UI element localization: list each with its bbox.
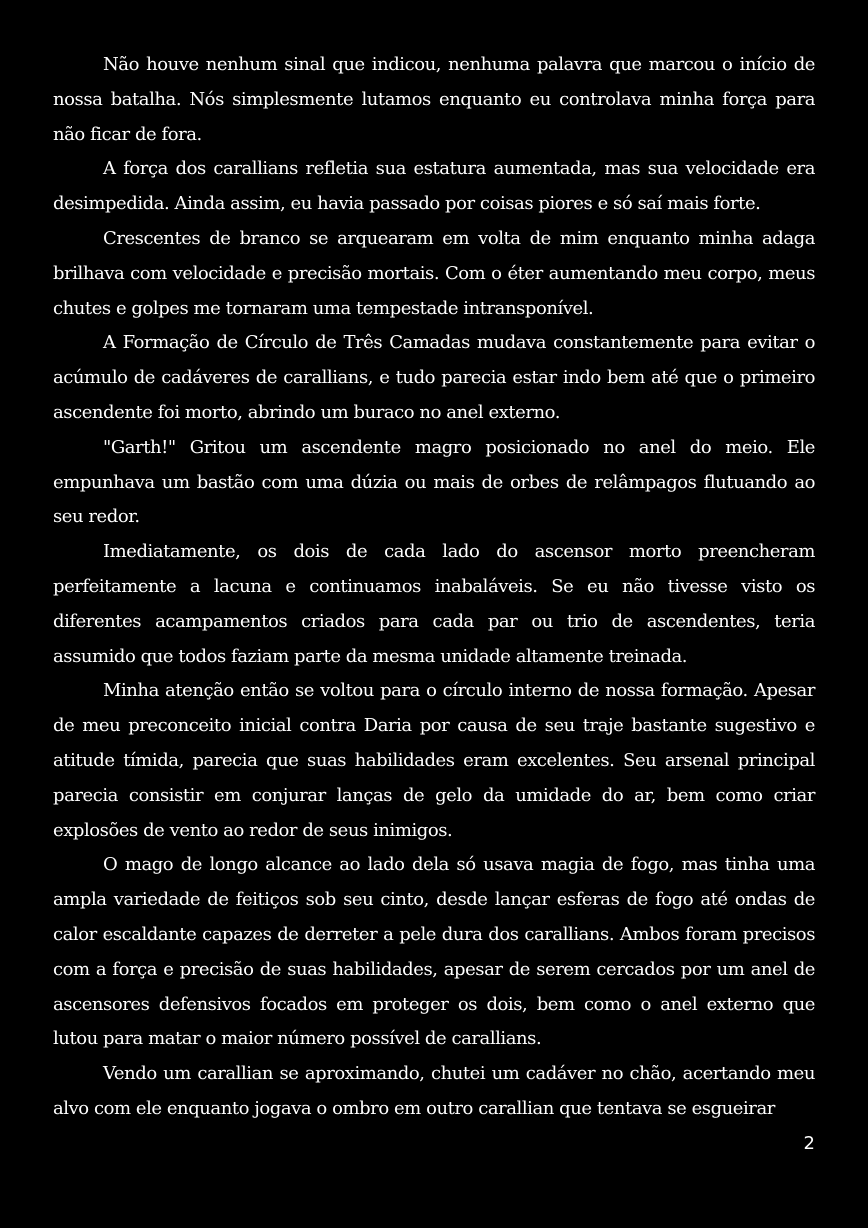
paragraph-8: O mago de longo alcance ao lado dela só usava magia de fogo, mas tinha uma ampla variedade de feitiços sob seu cinto, desde lançar esferas de fogo até ondas de calor escaldante capazes de derreter a pele dura dos carallians. Ambos foram precisos com a força e precisão de suas habilidades, apesar de serem cercados por um anel de ascensores defensivos focados em proteger os dois, bem como o anel externo que lutou para matar o maior número possível de carallians. <box>53 854 815 1050</box>
paragraph-2: A força dos carallians refletia sua estatura aumentada, mas sua velocidade era desimpedida. Ainda assim, eu havia passado por coisas piores e só saí mais forte. <box>53 158 815 215</box>
paragraph-3: Crescentes de branco se arquearam em volta de mim enquanto minha adaga brilhava com velocidade e precisão mortais. Com o éter aumentando meu corpo, meus chutes e golpes me tornaram uma tempestade intransponível. <box>53 227 815 319</box>
paragraph-4: A Formação de Círculo de Três Camadas mudava constantemente para evitar o acúmulo de cadáveres de carallians, e tudo parecia estar indo bem até que o primeiro ascendente foi morto, abrindo um buraco no anel externo. <box>53 332 815 423</box>
paragraph-1: Não houve nenhum sinal que indicou, nenhuma palavra que marcou o início de nossa batalha. Nós simplesmente lutamos enquanto eu controlava minha força para não ficar de fora. <box>53 54 815 145</box>
paragraph-6: Imediatamente, os dois de cada lado do ascensor morto preencheram perfeitamente a lacuna e continuamos inabaláveis. Se eu não tivesse visto os diferentes acampamentos criados para cada par ou trio de ascendentes, teria assumido que todos faziam parte da mesma unidade altamente treinada. <box>53 541 815 667</box>
document-body <box>53 48 815 1127</box>
paragraph-7: Minha atenção então se voltou para o círculo interno de nossa formação. Apesar de meu preconceito inicial contra Daria por causa de seu traje bastante sugestivo e atitude tímida, parecia que suas habilidades eram excelentes. Seu arsenal principal parecia consistir em conjurar lanças de gelo da umidade do ar, bem como criar explosões de vento ao redor de seus inimigos. <box>53 680 815 841</box>
paragraph-5: "Garth!" Gritou um ascendente magro posicionado no anel do meio. Ele empunhava um bastão com uma dúzia ou mais de orbes de relâmpagos flutuando ao seu redor. <box>53 436 815 528</box>
page-number: 2 <box>803 1133 815 1154</box>
paragraph-9: Vendo um carallian se aproximando, chutei um cadáver no chão, acertando meu alvo com ele enquanto jogava o ombro em outro carallian que tentava se esgueirar <box>53 1063 815 1119</box>
